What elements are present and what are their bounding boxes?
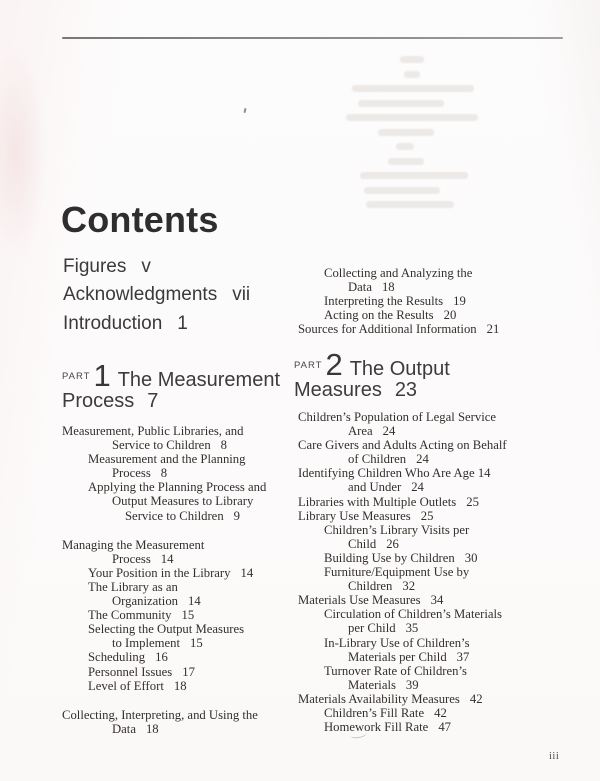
- toc-entry-line: Organization 14: [112, 594, 201, 609]
- toc-entry-line: Level of Effort 18: [88, 678, 187, 693]
- front-matter-page-number: 1: [177, 312, 188, 334]
- bleedthrough-artifact: [330, 56, 482, 218]
- front-matter-page-number: v: [141, 256, 151, 277]
- toc-page-number: 26: [386, 536, 399, 551]
- toc-entry-line: per Child 35: [348, 621, 419, 636]
- toc-entry-line: Data 18: [348, 280, 395, 295]
- toc-entry-line: Applying the Planning Process and: [88, 480, 267, 495]
- part-number: 1: [93, 358, 111, 393]
- toc-page-number: 42: [434, 705, 447, 720]
- toc-entry-line: Your Position in the Library 14: [88, 565, 254, 580]
- toc-page-number: 47: [438, 720, 451, 735]
- toc-entry: [298, 664, 560, 692]
- part-page-number: 23: [394, 379, 418, 401]
- toc-entry: [62, 424, 294, 452]
- toc-page-number: 25: [466, 494, 479, 509]
- toc-entry: [298, 565, 560, 593]
- toc-entry-line: Area 24: [348, 424, 396, 439]
- toc-entry: [298, 294, 560, 308]
- toc-entry-line: Collecting, Interpreting, and Using the: [62, 707, 258, 722]
- toc-entry: [298, 692, 560, 706]
- toc-right-column-main: [298, 410, 560, 734]
- toc-page-number: 24: [416, 452, 429, 467]
- toc-entry-line: Children’s Library Visits per: [324, 522, 470, 537]
- top-rule: [62, 37, 563, 39]
- toc-page-number: 8: [220, 438, 228, 453]
- toc-entry: [298, 720, 560, 734]
- toc-entry-line: Personnel Issues 17: [88, 664, 195, 679]
- toc-page-number: 15: [181, 608, 195, 623]
- toc-page-number: 35: [405, 621, 419, 636]
- toc-entry: [62, 679, 294, 693]
- toc-entry-line: Care Givers and Adults Acting on Behalf: [298, 438, 507, 453]
- toc-entry-line: Turnover Rate of Children’s: [324, 663, 467, 678]
- toc-entry-line: Scheduling 16: [88, 650, 168, 665]
- folio-page-number: iii: [549, 751, 560, 762]
- front-matter-label: Introduction: [63, 312, 163, 334]
- toc-entry-line: Sources for Additional Information 21: [298, 322, 500, 337]
- toc-entry: [298, 495, 560, 509]
- toc-entry-line: Libraries with Multiple Outlets 25: [298, 494, 479, 509]
- toc-page-number: 8: [160, 466, 168, 481]
- toc-entry: [62, 608, 294, 622]
- toc-entry-line: The Community 15: [88, 608, 195, 623]
- toc-page-number: 18: [381, 280, 395, 295]
- toc-page-number: 18: [145, 721, 159, 736]
- toc-entry-line: Selecting the Output Measures: [88, 622, 245, 637]
- toc-entry: [298, 438, 560, 466]
- toc-page-number: 42: [469, 691, 483, 706]
- toc-entry-line: and Under 24: [348, 480, 424, 495]
- toc-page-number: 32: [402, 579, 416, 594]
- toc-entry-line: Process 8: [112, 466, 168, 481]
- toc-group: [62, 538, 294, 693]
- toc-entry-line: Measurement and the Planning: [88, 452, 246, 467]
- toc-entry-line: Child 26: [348, 536, 399, 551]
- toc-left-column: [62, 424, 294, 736]
- toc-entry: [62, 566, 294, 580]
- toc-page-number: 19: [453, 294, 466, 309]
- toc-group: [62, 708, 294, 736]
- toc-entry-line: Identifying Children Who Are Age 14: [298, 466, 491, 481]
- toc-entry: [298, 410, 560, 438]
- toc-page-number: 37: [456, 649, 470, 664]
- toc-entry-line: Children’s Fill Rate 42: [324, 705, 447, 720]
- front-matter-entry: [63, 281, 323, 309]
- scan-artifact: [243, 108, 246, 113]
- toc-page-number: 14: [188, 594, 201, 609]
- front-matter-list: [63, 253, 323, 338]
- toc-entry: [62, 708, 294, 736]
- toc-right-column-top: [298, 266, 560, 336]
- toc-entry-line: Acting on the Results 20: [324, 308, 457, 323]
- toc-page-number: 39: [405, 677, 419, 692]
- toc-page-number: 30: [464, 550, 478, 565]
- toc-entry-line: Library Use Measures 25: [298, 508, 434, 523]
- toc-page-number: 15: [190, 636, 203, 651]
- toc-entry-line: Building Use by Children 30: [324, 550, 478, 565]
- toc-entry-line: Furniture/Equipment Use by: [324, 565, 470, 580]
- toc-page-number: 24: [411, 480, 424, 495]
- toc-entry: [298, 308, 560, 322]
- toc-entry-line: Service to Children 8: [112, 438, 228, 453]
- toc-entry-line: Circulation of Children’s Materials: [324, 607, 502, 622]
- toc-entry-line: of Children 24: [348, 452, 429, 467]
- toc-entry-line: Collecting and Analyzing the: [324, 266, 473, 280]
- toc-entry: [62, 452, 294, 480]
- part-2-heading: [294, 347, 508, 401]
- toc-entry-line: Measurement, Public Libraries, and: [62, 424, 244, 438]
- toc-entry-line: Materials Use Measures 34: [298, 593, 444, 608]
- part-1-heading: [62, 358, 312, 412]
- toc-entry-line: Materials 39: [348, 677, 419, 692]
- toc-page-number: 18: [173, 678, 187, 693]
- toc-entry-line: Materials per Child 37: [348, 649, 470, 664]
- toc-entry: [298, 551, 560, 565]
- toc-entry: [298, 636, 560, 664]
- toc-page-number: 21: [486, 322, 500, 337]
- toc-page-number: 24: [382, 424, 396, 439]
- toc-entry-line: to Implement 15: [112, 636, 203, 651]
- part-title: The Output Measures: [294, 358, 450, 401]
- toc-page-number: 20: [443, 308, 457, 323]
- toc-page-number: 14: [160, 551, 174, 566]
- toc-entry: [298, 322, 560, 336]
- toc-page-number: 9: [233, 508, 241, 523]
- toc-entry-line: Managing the Measurement: [62, 537, 205, 552]
- toc-entry: [298, 509, 560, 523]
- toc-entry: [62, 480, 294, 522]
- toc-page-number: 16: [155, 650, 168, 665]
- toc-entry: [62, 580, 294, 608]
- toc-page-number: 34: [430, 593, 444, 608]
- toc-group: [62, 424, 294, 523]
- toc-entry-line: Process 14: [112, 551, 174, 566]
- part-number: 2: [325, 347, 343, 382]
- toc-entry-line: Output Measures to Library: [112, 494, 254, 509]
- toc-entry-line: Materials Availability Measures 42: [298, 691, 483, 706]
- toc-entry: [62, 650, 294, 664]
- front-matter-page-number: vii: [232, 284, 251, 306]
- toc-entry: [298, 593, 560, 607]
- toc-entry: [298, 706, 560, 720]
- toc-entry-line: Children 32: [348, 579, 416, 594]
- toc-entry: [298, 466, 560, 494]
- toc-entry-line: In-Library Use of Children’s: [324, 635, 470, 650]
- part-word: PART: [62, 371, 91, 382]
- scan-artifact: [0, 48, 46, 258]
- toc-entry: [298, 266, 560, 294]
- toc-entry: [62, 622, 294, 650]
- front-matter-entry: [63, 253, 323, 281]
- toc-entry-line: Homework Fill Rate 47: [324, 720, 451, 735]
- toc-entry-line: Data 18: [112, 721, 159, 736]
- toc-entry: [298, 523, 560, 551]
- toc-entry: [62, 538, 294, 566]
- page-title: Contents: [61, 199, 219, 240]
- front-matter-label: Acknowledgments: [63, 284, 218, 306]
- toc-entry-line: Interpreting the Results 19: [324, 294, 466, 309]
- front-matter-entry: [63, 310, 323, 338]
- toc-entry: [298, 607, 560, 635]
- toc-entry-line: The Library as an: [88, 579, 178, 594]
- part-page-number: 7: [147, 390, 159, 412]
- front-matter-label: Figures: [63, 256, 127, 277]
- toc-page-number: 14: [240, 565, 254, 580]
- toc-page-number: 25: [420, 508, 434, 523]
- toc-page-number: 17: [182, 664, 195, 679]
- toc-entry-line: Children’s Population of Legal Service: [298, 410, 497, 424]
- toc-entry: [62, 665, 294, 679]
- part-word: PART: [294, 360, 323, 371]
- toc-entry-line: Service to Children 9: [125, 508, 241, 523]
- part-title: The Measurement Process: [62, 369, 281, 412]
